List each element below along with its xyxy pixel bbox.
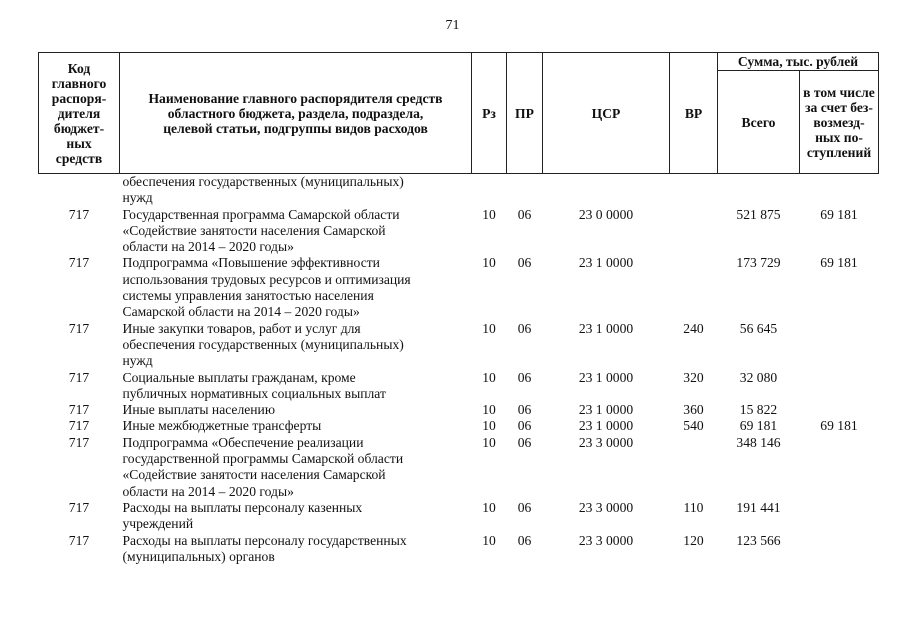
budget-table xyxy=(38,52,879,565)
table-row xyxy=(39,435,879,500)
row-vr xyxy=(670,207,718,256)
row-name: Государственная программа Самарской области «Содействие занятости населения Самарской области на 2014 – 2020 годы» xyxy=(122,206,400,255)
row-incl: 69 181 xyxy=(820,255,858,271)
row-incl: 69 181 xyxy=(820,206,858,222)
row-vr: 320 xyxy=(683,369,704,385)
row-total: 15 822 xyxy=(739,402,778,418)
row-pr: 06 xyxy=(517,206,532,222)
header-csr: ЦСР xyxy=(543,53,670,174)
table-row xyxy=(39,255,879,320)
row-incl xyxy=(800,533,879,566)
row-total: 348 146 xyxy=(736,434,781,450)
row-pr: 06 xyxy=(517,369,532,385)
row-name: Иные закупки товаров, работ и услуг для обеспечения государственных (муниципальных) нужд xyxy=(122,320,404,369)
row-rz: 10 xyxy=(482,532,496,548)
row-pr: 06 xyxy=(517,255,532,271)
row-incl xyxy=(800,321,879,370)
row-vr: 110 xyxy=(683,499,704,515)
table-row xyxy=(39,321,879,370)
header-code: Код главного распоря- дителя бюджет- ных средств xyxy=(39,53,120,174)
row-incl: 69 181 xyxy=(820,418,858,434)
row-pr: 06 xyxy=(517,418,532,434)
header-incl: в том числе за счет без- возмезд- ных по- ступлений xyxy=(800,71,879,174)
row-code: 717 xyxy=(68,434,90,450)
table-row-continued xyxy=(39,174,879,207)
row-code: 717 xyxy=(68,255,90,271)
row-code: 717 xyxy=(68,532,90,548)
row-rz: 10 xyxy=(482,255,496,271)
row-rz: 10 xyxy=(482,320,496,336)
table-row xyxy=(39,370,879,403)
row-total: 521 875 xyxy=(736,206,781,222)
row-pr: 06 xyxy=(517,532,532,548)
row-incl xyxy=(800,435,879,500)
row-vr xyxy=(670,255,718,320)
header-name: Наименование главного распорядителя средств областного бюджета, раздела, подраздела, целевой статьи, подгруппы видов расходов xyxy=(120,53,472,174)
row-name: Иные межбюджетные трансферты xyxy=(122,418,322,434)
row-name: Расходы на выплаты персоналу казенных учреждений xyxy=(122,499,363,532)
row-name: Подпрограмма «Обеспечение реализации государственной программы Самарской области «Содействие занятости населения Самарской области на 2014 – 2020 годы» xyxy=(122,434,404,499)
row-rz: 10 xyxy=(482,369,496,385)
row-csr: 23 1 0000 xyxy=(578,369,634,385)
row-total: 32 080 xyxy=(739,369,778,385)
row-rz: 10 xyxy=(482,206,496,222)
table-row xyxy=(39,418,879,434)
table-row xyxy=(39,500,879,533)
header-pr: ПР xyxy=(507,53,543,174)
table-row xyxy=(39,207,879,256)
page-number: 71 xyxy=(445,18,460,33)
row-vr: 360 xyxy=(683,402,704,418)
row-pr: 06 xyxy=(517,499,532,515)
row-rz: 10 xyxy=(482,402,496,418)
row-csr: 23 3 0000 xyxy=(578,434,634,450)
row-name: Социальные выплаты гражданам, кроме публичных нормативных социальных выплат xyxy=(122,369,386,401)
table-row xyxy=(39,402,879,418)
table-row xyxy=(39,533,879,566)
header-total: Всего xyxy=(718,71,800,174)
row-pr: 06 xyxy=(517,434,532,450)
row-incl xyxy=(800,370,879,403)
row-vr: 540 xyxy=(683,418,704,434)
row-incl xyxy=(800,402,879,418)
row-incl xyxy=(800,500,879,533)
row-vr xyxy=(670,435,718,500)
row-pr: 06 xyxy=(517,402,532,418)
row-name: обеспечения государственных (муниципальных) нужд xyxy=(122,174,404,206)
row-csr: 23 0 0000 xyxy=(578,206,634,222)
header-vr: ВР xyxy=(670,53,718,174)
row-name: Иные выплаты населению xyxy=(122,402,275,418)
row-vr: 120 xyxy=(683,532,704,548)
row-rz: 10 xyxy=(482,418,496,434)
row-vr: 240 xyxy=(683,320,704,336)
row-code: 717 xyxy=(68,320,90,336)
row-csr: 23 3 0000 xyxy=(578,532,634,548)
row-total: 69 181 xyxy=(739,418,778,434)
row-csr: 23 1 0000 xyxy=(578,418,634,434)
row-csr: 23 3 0000 xyxy=(578,499,634,515)
row-code: 717 xyxy=(68,206,90,222)
row-total: 56 645 xyxy=(739,320,778,336)
row-code: 717 xyxy=(68,402,90,418)
row-code: 717 xyxy=(68,418,90,434)
row-code: 717 xyxy=(68,369,90,385)
row-rz: 10 xyxy=(482,499,496,515)
row-rz: 10 xyxy=(482,434,496,450)
row-pr: 06 xyxy=(517,320,532,336)
row-total: 173 729 xyxy=(736,255,781,271)
row-csr: 23 1 0000 xyxy=(578,255,634,271)
row-code: 717 xyxy=(68,499,90,515)
row-total: 123 566 xyxy=(736,532,781,548)
row-csr: 23 1 0000 xyxy=(578,320,634,336)
row-name: Расходы на выплаты персоналу государственных (муниципальных) органов xyxy=(122,532,407,564)
row-name: Подпрограмма «Повышение эффективности использования трудовых ресурсов и оптимизация системы управления занятостью населения Самарской области на 2014 – 2020 годы» xyxy=(122,255,411,320)
row-total: 191 441 xyxy=(736,499,781,515)
header-sum-title: Сумма, тыс. рублей xyxy=(718,53,879,71)
row-csr: 23 1 0000 xyxy=(578,402,634,418)
header-rz: Рз xyxy=(472,53,507,174)
